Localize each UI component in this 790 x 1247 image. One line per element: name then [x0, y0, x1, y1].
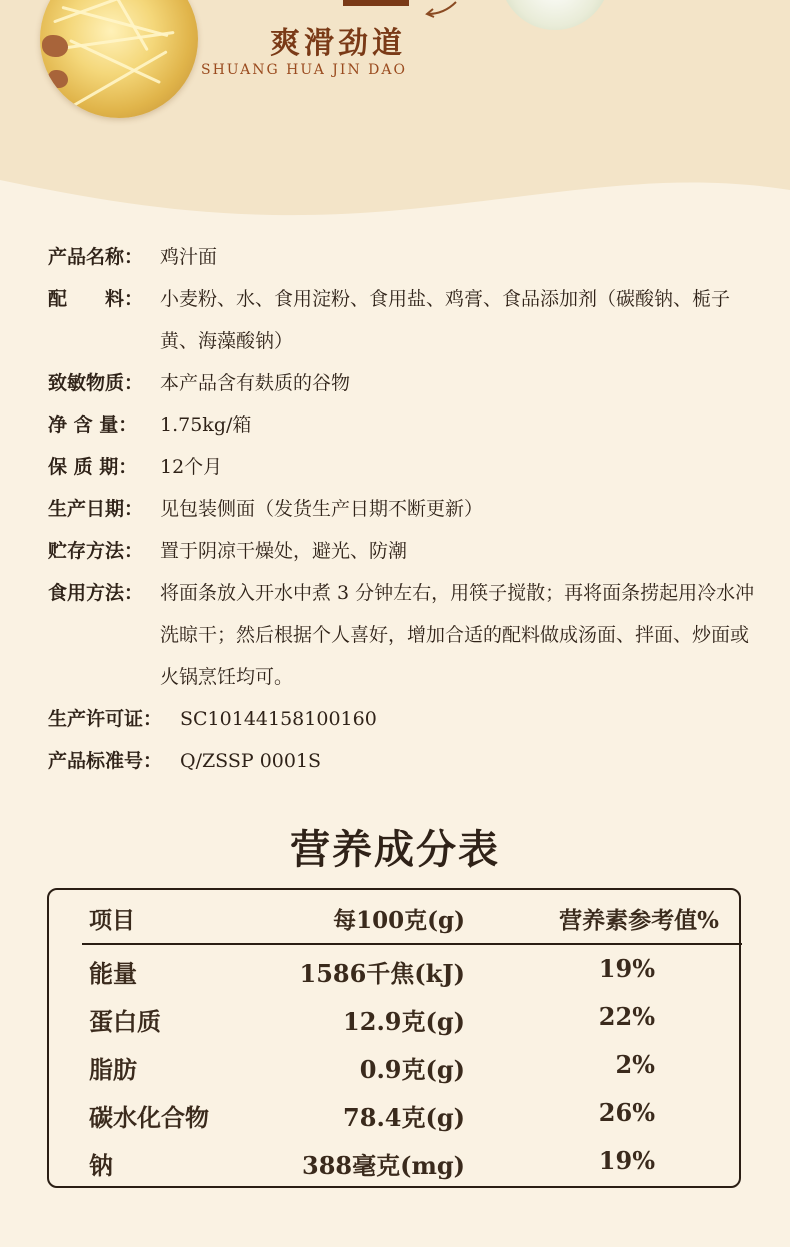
header-nrv: 营养素参考值%: [559, 907, 719, 934]
heading-accent-bar: [343, 0, 409, 6]
info-label: 保 质 期：: [48, 456, 138, 478]
row-per100: 1586千焦(kJ): [299, 959, 465, 988]
info-label: 生产日期：: [48, 498, 144, 520]
info-row-allergens: [48, 362, 758, 404]
info-value: 本产品含有麸质的谷物: [160, 372, 351, 394]
table-row: [49, 1090, 739, 1138]
info-value: 见包装侧面（发货生产日期不断更新）: [160, 498, 484, 520]
row-item: 脂肪: [89, 1055, 137, 1084]
table-row: [49, 994, 739, 1042]
row-item: 碳水化合物: [89, 1103, 209, 1132]
info-label: 净 含 量：: [48, 414, 138, 436]
info-row-usage: [48, 572, 758, 698]
info-label: 致敏物质：: [48, 372, 144, 394]
table-row: [49, 946, 739, 994]
info-label: 食用方法：: [48, 582, 144, 604]
info-label: 配 料：: [48, 288, 144, 310]
row-per100: 78.4克(g): [343, 1103, 465, 1132]
info-value: 12个月: [160, 456, 223, 478]
info-row-storage: [48, 530, 758, 572]
info-value: 1.75kg/箱: [160, 414, 252, 436]
nutrition-table: [47, 888, 741, 1188]
info-row-product-name: [48, 236, 758, 278]
row-nrv: 19%: [598, 1146, 655, 1175]
table-row: [49, 1042, 739, 1090]
info-row-production-date: [48, 488, 758, 530]
row-per100: 388毫克(mg): [302, 1151, 465, 1180]
row-item: 能量: [89, 959, 137, 988]
row-nrv: 22%: [598, 1002, 655, 1031]
info-label: 贮存方法：: [48, 540, 144, 562]
row-nrv: 2%: [615, 1050, 655, 1079]
info-label: 产品标准号：: [48, 750, 163, 772]
banner-subtitle: SHUANG HUA JIN DAO: [201, 62, 407, 78]
header-per100: 每100克(g): [333, 907, 465, 934]
info-row-ingredients: [48, 278, 758, 362]
product-info-list: [48, 236, 758, 782]
info-value: 置于阴凉干燥处，避光、防潮: [160, 540, 408, 562]
table-header: [49, 890, 739, 944]
info-row-net-content: [48, 404, 758, 446]
row-nrv: 26%: [598, 1098, 655, 1127]
info-row-license: [48, 698, 758, 740]
info-label: 产品名称：: [48, 246, 144, 268]
info-row-shelf-life: [48, 446, 758, 488]
info-row-standard: [48, 740, 758, 782]
info-value: 小麦粉、水、食用淀粉、食用盐、鸡膏、食品添加剂（碳酸钠、栀子黄、海藻酸钠）: [160, 288, 731, 352]
arrow-icon: [424, 0, 458, 20]
row-item: 钠: [89, 1151, 113, 1180]
row-item: 蛋白质: [89, 1007, 161, 1036]
row-nrv: 19%: [598, 954, 655, 983]
header-divider: [82, 943, 742, 945]
header-item: 项目: [89, 907, 135, 934]
row-per100: 12.9克(g): [343, 1007, 465, 1036]
info-value: Q/ZSSP 0001S: [180, 750, 322, 772]
nutrition-title: 营养成分表: [290, 826, 500, 873]
info-value: SC10144158100160: [180, 708, 377, 730]
banner-title: 爽滑劲道: [270, 26, 406, 61]
info-value: 鸡汁面: [160, 246, 218, 268]
info-label: 生产许可证：: [48, 708, 163, 730]
info-value: 将面条放入开水中煮 3 分钟左右，用筷子搅散；再将面条捞起用冷水冲洗晾干；然后根据个人喜好，增加合适的配料做成汤面、拌面、炒面或火锅烹饪均可。: [160, 582, 755, 688]
table-row: [49, 1138, 739, 1186]
row-per100: 0.9克(g): [359, 1055, 465, 1084]
